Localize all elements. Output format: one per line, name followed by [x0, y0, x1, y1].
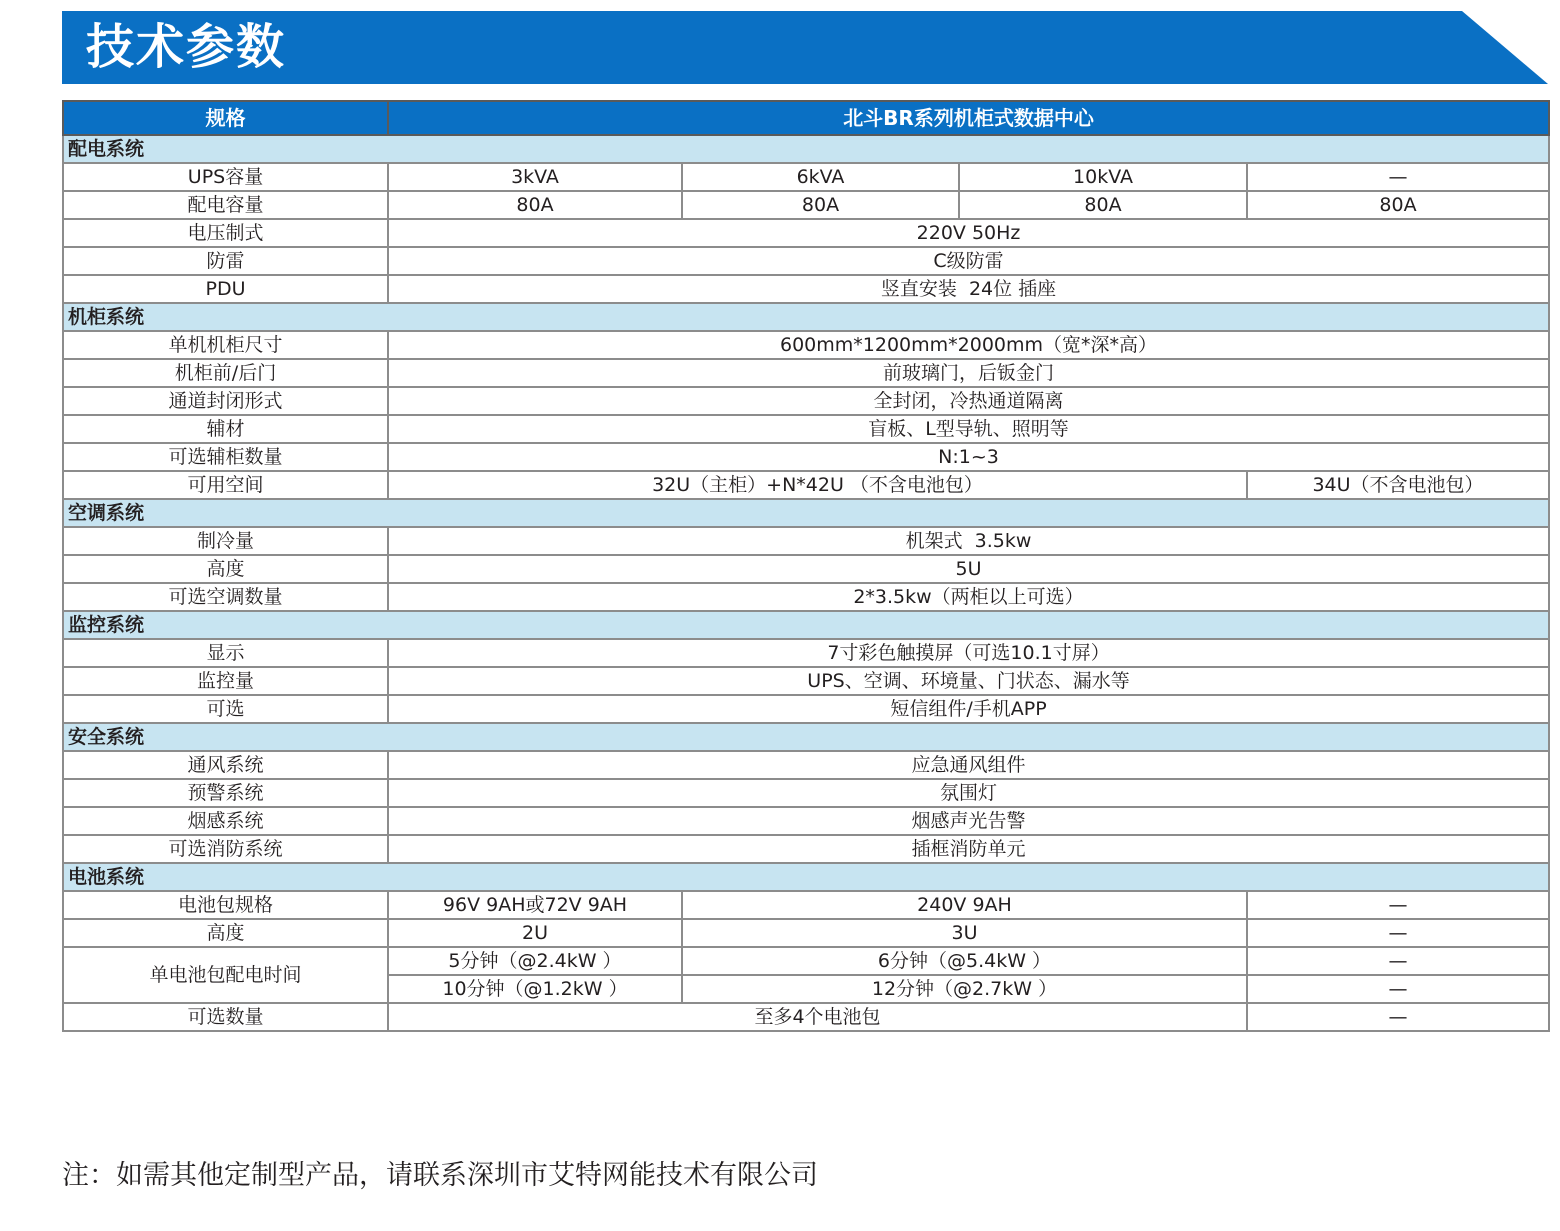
cell: 96V 9AH或72V 9AH	[388, 891, 682, 919]
cell: 插框消防单元	[388, 835, 1549, 863]
section-ac: 空调系统	[63, 499, 1549, 527]
cell: —	[1247, 163, 1549, 191]
cell: 前玻璃门，后钣金门	[388, 359, 1549, 387]
table-row	[63, 779, 1549, 807]
row-label: 可选空调数量	[63, 583, 388, 611]
cell: 烟感声光告警	[388, 807, 1549, 835]
section-cabinet: 机柜系统	[63, 303, 1549, 331]
cell: —	[1247, 947, 1549, 975]
row-label: 高度	[63, 555, 388, 583]
table-row	[63, 471, 1549, 499]
cell: 240V 9AH	[682, 891, 1247, 919]
row-label: 显示	[63, 639, 388, 667]
table-row	[63, 667, 1549, 695]
cell: 盲板、L型导轨、照明等	[388, 415, 1549, 443]
table-row	[63, 275, 1549, 303]
cell: 10kVA	[959, 163, 1247, 191]
cell: 80A	[959, 191, 1247, 219]
table-row	[63, 639, 1549, 667]
section-row	[63, 611, 1549, 639]
row-label: 配电容量	[63, 191, 388, 219]
cell: 2U	[388, 919, 682, 947]
table-row	[63, 751, 1549, 779]
section-safety: 安全系统	[63, 723, 1549, 751]
table-row	[63, 415, 1549, 443]
cell: 3U	[682, 919, 1247, 947]
cell: 3kVA	[388, 163, 682, 191]
cell: 80A	[682, 191, 959, 219]
cell: 12分钟（@2.7kW ）	[682, 975, 1247, 1003]
spec-table	[62, 100, 1550, 1032]
table-row	[63, 947, 1549, 975]
cell: —	[1247, 975, 1549, 1003]
row-label: 可选	[63, 695, 388, 723]
table-row	[63, 331, 1549, 359]
row-label: 可选数量	[63, 1003, 388, 1031]
table-row	[63, 527, 1549, 555]
row-label: 制冷量	[63, 527, 388, 555]
table-header	[63, 101, 1549, 135]
cell: 机架式 3.5kw	[388, 527, 1549, 555]
cell: 至多4个电池包	[388, 1003, 1247, 1031]
row-label: 电压制式	[63, 219, 388, 247]
cell: 220V 50Hz	[388, 219, 1549, 247]
cell: 5分钟（@2.4kW ）	[388, 947, 682, 975]
table-row	[63, 695, 1549, 723]
row-label: 电池包规格	[63, 891, 388, 919]
cell: 5U	[388, 555, 1549, 583]
table-row	[63, 163, 1549, 191]
section-row	[63, 499, 1549, 527]
row-label: 机柜前/后门	[63, 359, 388, 387]
cell: 氛围灯	[388, 779, 1549, 807]
row-label: 高度	[63, 919, 388, 947]
cell: C级防雷	[388, 247, 1549, 275]
table-row	[63, 219, 1549, 247]
cell: 6kVA	[682, 163, 959, 191]
cell: 80A	[388, 191, 682, 219]
table-row	[63, 387, 1549, 415]
cell: 应急通风组件	[388, 751, 1549, 779]
header-product: 北斗BR系列机柜式数据中心	[388, 101, 1549, 135]
table-row	[63, 359, 1549, 387]
section-row	[63, 135, 1549, 163]
header-spec: 规格	[63, 101, 388, 135]
cell: 竖直安装 24位 插座	[388, 275, 1549, 303]
section-row	[63, 723, 1549, 751]
table-row	[63, 807, 1549, 835]
cell: 80A	[1247, 191, 1549, 219]
section-power: 配电系统	[63, 135, 1549, 163]
row-label: 可选消防系统	[63, 835, 388, 863]
row-label: 通风系统	[63, 751, 388, 779]
cell: N:1~3	[388, 443, 1549, 471]
row-label: 可用空间	[63, 471, 388, 499]
row-label: 预警系统	[63, 779, 388, 807]
row-label: PDU	[63, 275, 388, 303]
section-row	[63, 863, 1549, 891]
section-battery: 电池系统	[63, 863, 1549, 891]
table-row	[63, 891, 1549, 919]
page-title: 技术参数	[86, 19, 287, 75]
row-label: UPS容量	[63, 163, 388, 191]
row-label: 防雷	[63, 247, 388, 275]
table-row	[63, 247, 1549, 275]
cell: 2*3.5kw（两柜以上可选）	[388, 583, 1549, 611]
row-label: 可选辅柜数量	[63, 443, 388, 471]
cell: 34U（不含电池包）	[1247, 471, 1549, 499]
table-row	[63, 443, 1549, 471]
table-row	[63, 555, 1549, 583]
cell: —	[1247, 919, 1549, 947]
table-row	[63, 919, 1549, 947]
row-label: 单电池包配电时间	[63, 947, 388, 1003]
row-label: 通道封闭形式	[63, 387, 388, 415]
section-row	[63, 303, 1549, 331]
cell: 10分钟（@1.2kW ）	[388, 975, 682, 1003]
table-row	[63, 583, 1549, 611]
footnote: 注：如需其他定制型产品，请联系深圳市艾特网能技术有限公司	[62, 1160, 818, 1191]
cell: 7寸彩色触摸屏（可选10.1寸屏）	[388, 639, 1549, 667]
cell: 32U（主柜）+N*42U （不含电池包）	[388, 471, 1247, 499]
cell: 600mm*1200mm*2000mm（宽*深*高）	[388, 331, 1549, 359]
title-banner	[62, 11, 1548, 84]
row-label: 单机机柜尺寸	[63, 331, 388, 359]
table-row	[63, 1003, 1549, 1031]
row-label: 烟感系统	[63, 807, 388, 835]
cell: 短信组件/手机APP	[388, 695, 1549, 723]
cell: UPS、空调、环境量、门状态、漏水等	[388, 667, 1549, 695]
cell: 6分钟（@5.4kW ）	[682, 947, 1247, 975]
section-monitor: 监控系统	[63, 611, 1549, 639]
cell: 全封闭，冷热通道隔离	[388, 387, 1549, 415]
table-row	[63, 191, 1549, 219]
row-label: 辅材	[63, 415, 388, 443]
table-row	[63, 835, 1549, 863]
cell: —	[1247, 891, 1549, 919]
row-label: 监控量	[63, 667, 388, 695]
cell: —	[1247, 1003, 1549, 1031]
